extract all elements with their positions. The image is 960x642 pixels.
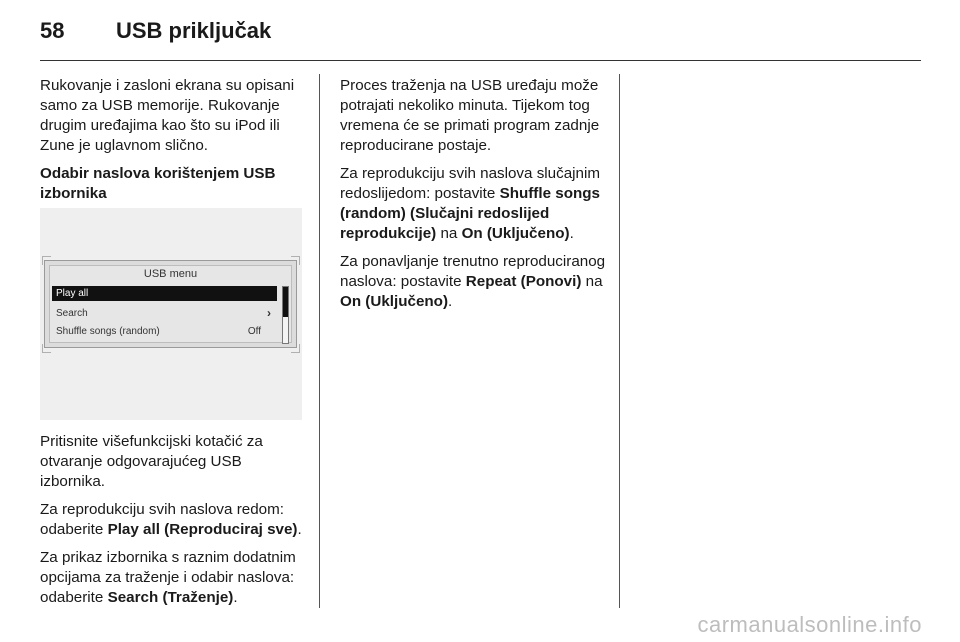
paragraph-search xyxy=(40,548,306,608)
page-title: USB priključak xyxy=(116,18,272,43)
option-value-on: On (Uključeno) xyxy=(340,293,449,310)
text: Za reprodukciju svih naslova redom: odaberite xyxy=(40,501,284,538)
header-rule xyxy=(40,60,921,61)
paragraph-search-time: Proces traženja na USB uređaju može potrajati nekoliko minuta. Tijekom tog vremena će se primati program zadnje reproducirane postaje. xyxy=(340,77,600,154)
text: . xyxy=(233,589,238,606)
text: Za prikaz izbornika s raznim dodatnim opcijama za traženje i odabir naslova: odaberite xyxy=(40,549,296,606)
paragraph-repeat xyxy=(340,252,610,312)
column-left xyxy=(40,76,306,212)
menu-item-label: Shuffle songs (random) xyxy=(56,326,160,337)
menu-item-search[interactable] xyxy=(52,306,277,321)
usb-menu-figure xyxy=(40,208,302,420)
scroll-thumb[interactable] xyxy=(283,287,288,317)
screen-title: USB menu xyxy=(143,268,198,280)
chevron-right-icon: › xyxy=(267,306,271,320)
page-header xyxy=(40,18,920,48)
text: . xyxy=(297,521,302,538)
text: . xyxy=(448,293,453,310)
menu-item-value: Off xyxy=(247,326,261,337)
paragraph-play-all xyxy=(40,500,306,540)
column-left-lower xyxy=(40,432,306,616)
text: na xyxy=(436,225,462,242)
menu-item-play-all[interactable] xyxy=(52,286,277,301)
section-heading: Odabir naslova korištenjem USB izbornika xyxy=(40,165,276,202)
paragraph-shuffle xyxy=(340,164,610,244)
menu-item-label: Play all xyxy=(56,288,89,299)
option-value-on: On (Uključeno) xyxy=(461,225,570,242)
menu-item-label: Search xyxy=(56,308,88,319)
intro-paragraph: Rukovanje i zasloni ekrana su opisani samo za USB memorije. Rukovanje drugim uređajima kao što su iPod ili Zune je uglavnom slično. xyxy=(40,77,295,154)
column-divider xyxy=(319,74,320,608)
paragraph-open-menu: Pritisnite višefunkcijski kotačić za otvaranje odgovarajućeg USB izbornika. xyxy=(40,433,263,490)
text: . xyxy=(569,225,574,242)
menu-option-shuffle: Shuffle songs (random) (Slučajni redoslijed reprodukcije) xyxy=(340,185,600,242)
menu-option-repeat: Repeat (Ponovi) xyxy=(465,273,582,290)
text: na xyxy=(581,273,603,290)
text: Za ponavljanje trenutno reproduciranog naslova: postavite xyxy=(340,253,606,290)
menu-option-search: Search (Traženje) xyxy=(107,589,234,606)
scrollbar[interactable] xyxy=(282,286,289,344)
column-middle xyxy=(340,76,610,320)
column-divider xyxy=(619,74,620,608)
watermark: carmanualsonline.info xyxy=(697,612,922,637)
display-screen xyxy=(44,260,297,348)
menu-item-shuffle[interactable] xyxy=(52,324,277,339)
menu-option-play-all: Play all (Reproduciraj sve) xyxy=(107,521,298,538)
page-number: 58 xyxy=(40,18,65,43)
text: Za reprodukciju svih naslova slučajnim redoslijedom: postavite xyxy=(340,165,600,202)
